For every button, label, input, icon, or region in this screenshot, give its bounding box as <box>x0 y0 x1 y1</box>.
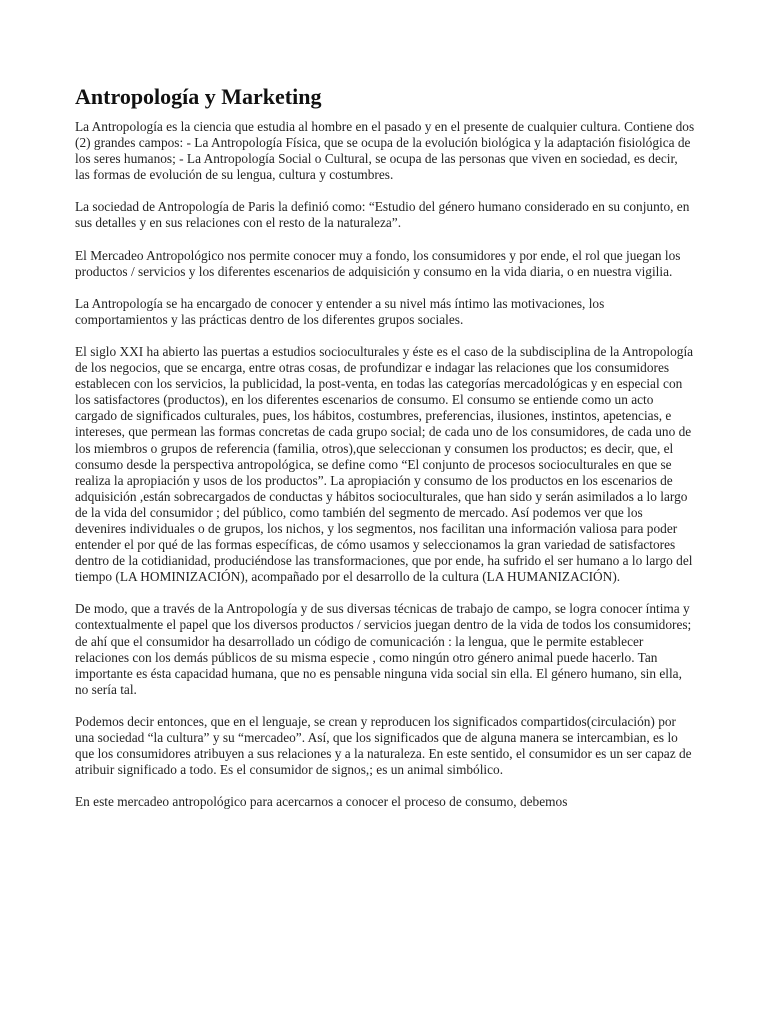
paragraph-4: La Antropología se ha encargado de conocer y entender a su nivel más íntimo las motivaciones, los comportamientos y las prácticas dentro de los diferentes grupos sociales. <box>75 295 605 327</box>
paragraph-6: De modo, que a través de la Antropología y de sus diversas técnicas de trabajo de campo, se logra conocer íntima y contextualmente el papel que los diversos productos / servicios juegan dentro de la vida de todos los consumidores; de ahí que el consumidor ha desarrollado un código de comunicación : la lengua, que le permite establecer relaciones con los demás públicos de su misma especie , como ningún otro género animal puede hacerlo. Tan importante es ésta capacidad humana, que no es pensable ninguna vida social sin ella. El género humano, sin ella, no sería tal. <box>75 601 692 697</box>
paragraph-2: La sociedad de Antropología de Paris la definió como: “Estudio del género humano considerado en su conjunto, en sus detalles y en sus relaciones con el resto de la naturaleza”. <box>75 199 690 231</box>
document-page <box>75 84 695 826</box>
document-title: Antropología y Marketing <box>75 84 322 109</box>
paragraph-8: En este mercadeo antropológico para acercarnos a conocer el proceso de consumo, debemos <box>75 794 568 810</box>
paragraph-1: La Antropología es la ciencia que estudia al hombre en el pasado y en el presente de cualquier cultura. Contiene dos (2) grandes campos: - La Antropología Física, que se ocupa de la evolución biológica y la adaptación fisiológica de los seres humanos; - La Antropología Social o Cultural, se ocupa de las personas que viven en sociedad, es decir, las formas de evolución de su lengua, cultura y costumbres. <box>75 119 695 183</box>
paragraph-5: El siglo XXI ha abierto las puertas a estudios socioculturales y éste es el caso de la subdisciplina de la Antropología de los negocios, que se encarga, entre otras cosas, de profundizar e indagar las relaciones que los consumidores establecen con los servicios, la publicidad, la post-venta, en todas las categorías mercadológicas y en especial con los satisfactores (productos), en los diferentes escenarios de consumo. El consumo se entiende como un acto cargado de significados culturales, pues, los hábitos, costumbres, preferencias, ilusiones, instintos, apetencias, e intereses, que permean las formas concretas de cada grupo social; de cada uno de los consumidores, de cada uno de los miembros o grupos de referencia (familia, otros),que seleccionan y consumen los productos; es decir, que, el consumo desde la perspectiva antropológica, se define como “El conjunto de procesos socioculturales en que se realiza la apropiación y usos de los productos”. La apropiación y consumo de los productos en los escenarios de adquisición ,están sobrecargados de conductas y hábitos socioculturales, que han sido y serán asimilados a lo largo de la vida del consumidor ; del público, como también del segmento de mercado. Así podemos ver que los devenires individuales o de grupos, los nichos, y los segmentos, nos facilitan una información valiosa para poder entender el por qué de las formas específicas, de cómo usamos y seleccionamos la gran variedad de satisfactores dentro de la cotidianidad, produciéndose las transformaciones, que por ende, ha sufrido el ser humano a lo largo del tiempo (LA HOMINIZACIÓN), acompañado por el desarrollo de la cultura (LA HUMANIZACIÓN). <box>75 343 694 585</box>
paragraph-3: El Mercadeo Antropológico nos permite conocer muy a fondo, los consumidores y por ende, el rol que juegan los productos / servicios y los diferentes escenarios de adquisición y consumo en la vida diaria, o en nuestra vigilia. <box>75 247 681 279</box>
paragraph-7: Podemos decir entonces, que en el lenguaje, se crean y reproducen los significados compartidos(circulación) por una sociedad “la cultura” y su “mercadeo”. Así, que los significados que de alguna manera se intercambian, es lo que los consumidores atribuyen a sus relaciones y a la naturaleza. En este sentido, el consumidor es un ser capaz de atribuir significado a todo. Es el consumidor de signos,; es un animal simbólico. <box>75 713 692 778</box>
